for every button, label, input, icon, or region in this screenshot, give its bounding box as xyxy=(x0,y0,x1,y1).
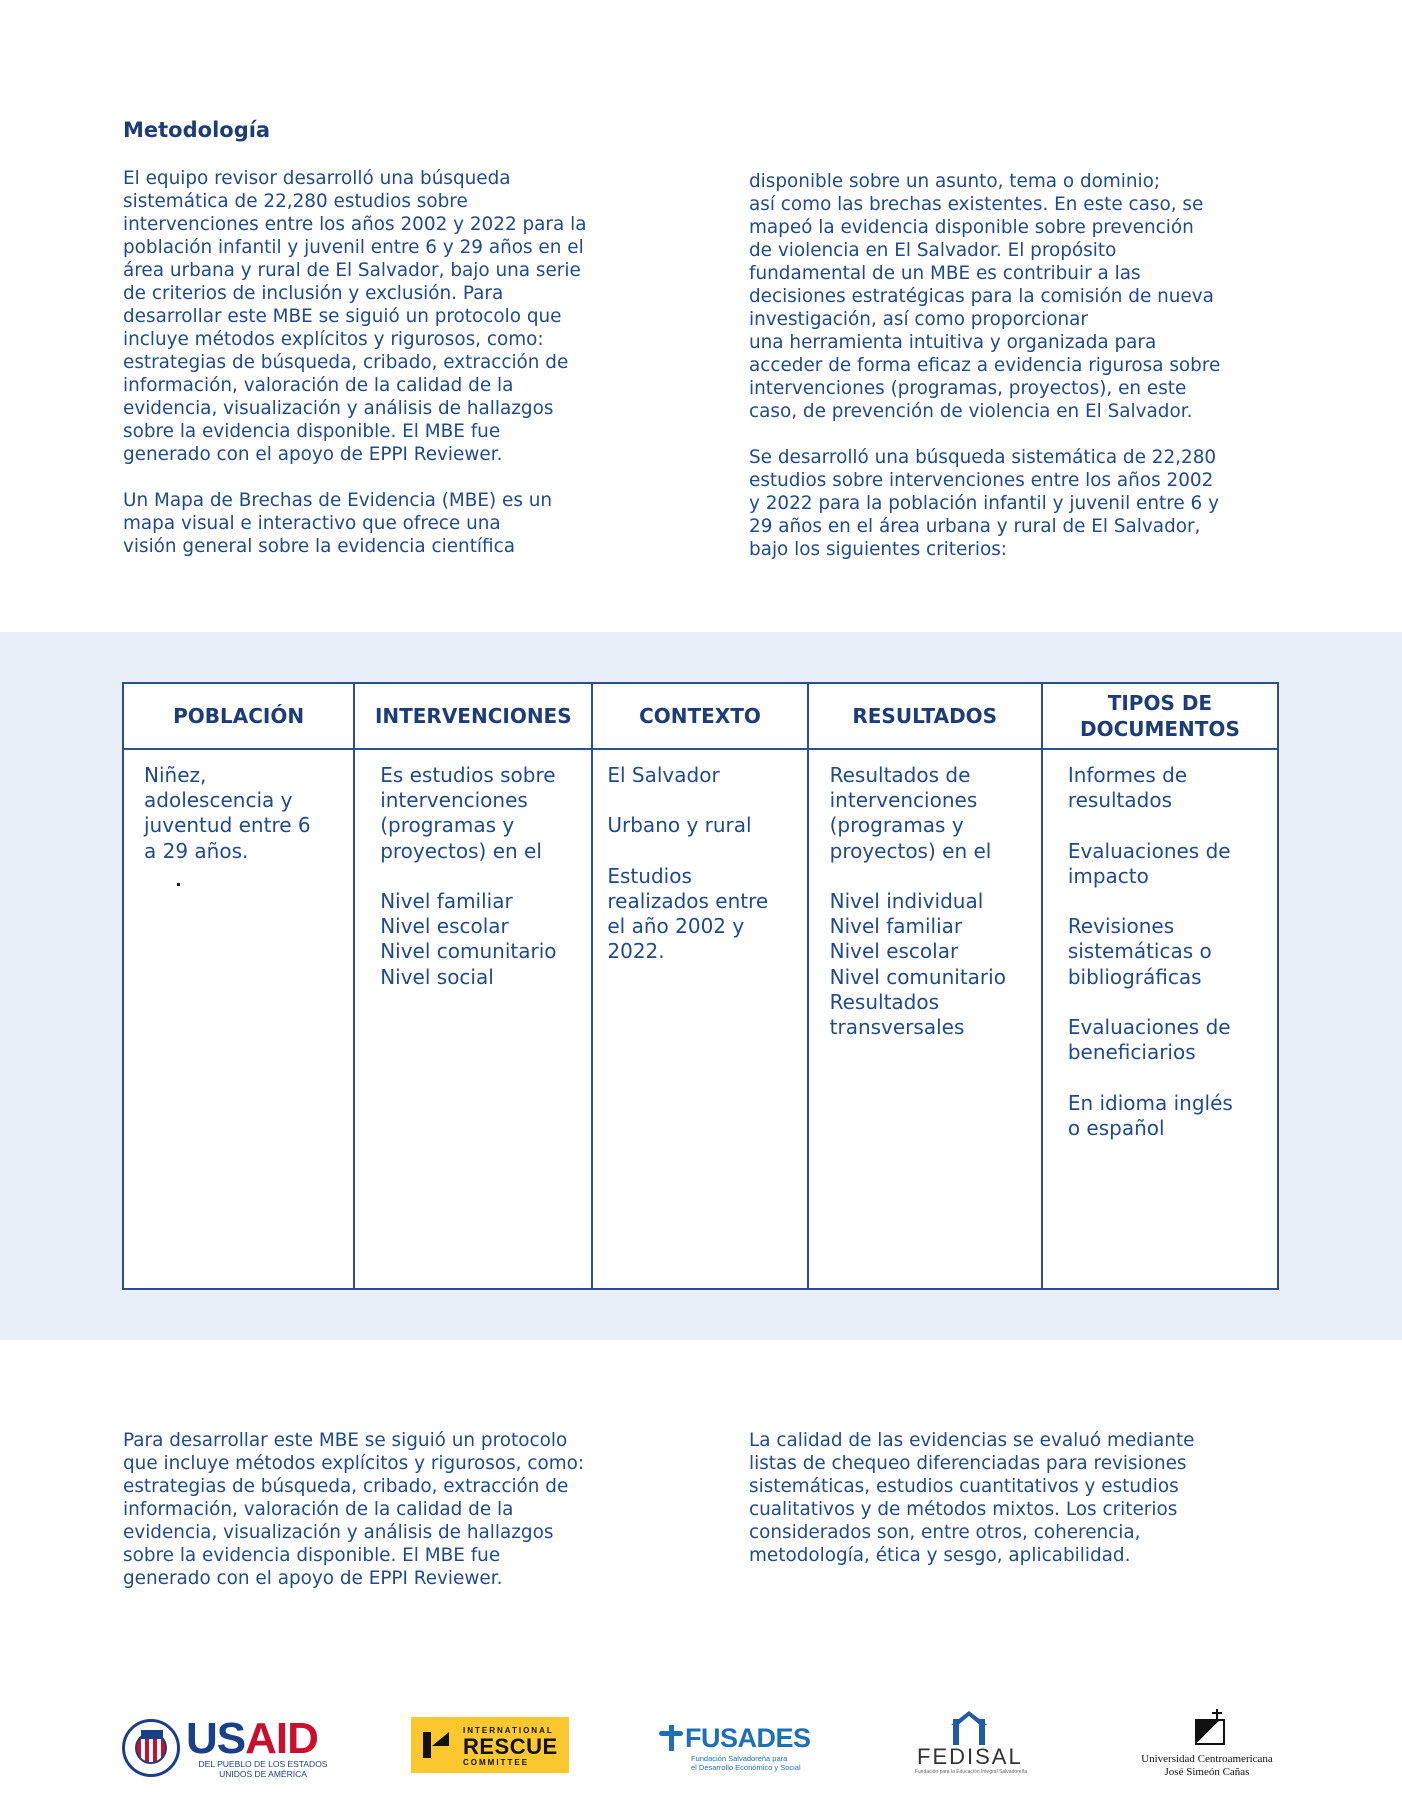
cell-line: adolescencia y xyxy=(144,788,293,813)
fusades-subtitle: Fundación Salvadoreña para el Desarrollo Económico y Social xyxy=(691,1754,801,1772)
cell-line: intervenciones xyxy=(380,788,528,813)
cell-line: Niñez, xyxy=(144,763,207,787)
cell-line: Revisiones xyxy=(1067,914,1175,939)
fusades-figure-icon xyxy=(659,1725,683,1751)
usaid-subtitle: DEL PUEBLO DE LOS ESTADOS UNIDOS DE AMÉRICA xyxy=(198,1759,328,1779)
cell-line: Evaluaciones de xyxy=(1067,1014,1231,1039)
closing-paragraph: Para desarrollar este MBE se siguió un protocolo que incluye métodos explícitos y rigurosos, como: estrategias de búsqueda, cribado, extracción de información, valoración de la calidad de la evidencia, visualización y análisis de hallazgos sobre la evidencia disponible. El MBE fue generado con el apoyo de EPPI Reviewer. xyxy=(123,1430,585,1589)
irc-line1: INTERNATIONAL xyxy=(463,1726,554,1735)
column-header: RESULTADOS xyxy=(809,684,1041,750)
criteria-table xyxy=(122,682,1279,1290)
cell-line: Nivel social xyxy=(380,964,494,989)
cell-line xyxy=(607,788,806,813)
cell-line xyxy=(380,864,591,889)
irc-line2: RESCUE xyxy=(463,1734,558,1759)
uca-logo xyxy=(1133,1709,1281,1785)
fedisal-logo xyxy=(901,1711,1041,1773)
cell-line: bibliográficas xyxy=(1067,964,1202,989)
cell-line xyxy=(1068,990,1277,1015)
cell-line: a 29 años. xyxy=(144,838,249,863)
cell-line xyxy=(830,864,1041,889)
cell-line: Nivel escolar xyxy=(380,914,509,939)
cell-line: Nivel comunitario xyxy=(380,939,557,964)
cell-line: Nivel familiar xyxy=(829,914,963,939)
cell-line: Nivel individual xyxy=(829,889,984,913)
irc-mark-icon xyxy=(423,1732,449,1758)
closing-right-column xyxy=(749,1429,1279,1567)
cell-line: Resultados de xyxy=(829,763,971,787)
partner-logos xyxy=(0,1705,1402,1785)
cell-line: transversales xyxy=(829,1015,965,1040)
column-cell xyxy=(124,750,353,864)
cell-line: Nivel familiar xyxy=(380,889,513,913)
uca-emblem-icon xyxy=(1189,1709,1229,1747)
intro-paragraph: disponible sobre un asunto, tema o dominio; así como las brechas existentes. En este caso, se mapeó la evidencia disponible sobre prevención de violencia en El Salvador. El propósito fundamental de un MBE es contribuir a las decisiones estratégicas para la comisión de nueva investigación, así como proporcionar una herramienta intuitiva y organizada para acceder de forma eficaz a evidencia rigurosa sobre intervenciones (programas, proyectos), en este caso, de prevención de violencia en El Salvador. xyxy=(749,171,1221,422)
cell-line: Nivel escolar xyxy=(829,939,959,964)
stray-dot xyxy=(177,883,180,886)
cell-line: Resultados xyxy=(829,989,940,1014)
column-header: POBLACIÓN xyxy=(124,684,353,750)
section-heading: Metodología xyxy=(123,118,271,142)
cell-line: (programas y xyxy=(380,813,515,838)
cell-line: juventud entre 6 xyxy=(144,813,311,838)
cell-line: Urbano y rural xyxy=(607,813,752,838)
cell-line: impacto xyxy=(1067,863,1149,888)
criteria-column-poblacion xyxy=(124,684,355,1288)
fusades-wordmark: FUSADES xyxy=(685,1723,811,1753)
column-header: INTERVENCIONES xyxy=(355,684,591,750)
column-header: TIPOS DE DOCUMENTOS xyxy=(1043,684,1277,750)
cell-line: beneficiarios xyxy=(1067,1040,1196,1065)
cell-line: Estudios xyxy=(607,863,692,888)
intro-paragraph: Se desarrolló una búsqueda sistemática de 22,280 estudios sobre intervenciones entre los años 2002 y 2022 para la población infantil y juvenil entre 6 y 29 años en el área urbana y rural de El Salvador, bajo los siguientes criterios: xyxy=(749,447,1219,560)
irc-line3: COMMITTEE xyxy=(463,1758,529,1767)
fedisal-mark-icon xyxy=(949,1711,989,1747)
cell-line: el año 2002 y xyxy=(607,914,745,939)
irc-logo xyxy=(411,1717,569,1773)
column-cell xyxy=(355,750,591,990)
column-cell xyxy=(1043,750,1277,1141)
cell-line: proyectos) en el xyxy=(380,838,542,863)
cell-line: Informes de xyxy=(1067,763,1188,787)
criteria-column-tipos-documentos xyxy=(1043,684,1277,1288)
cell-line xyxy=(1068,889,1277,914)
cell-line: realizados entre xyxy=(607,888,769,913)
cell-line: En idioma inglés xyxy=(1067,1090,1233,1115)
intro-left-column xyxy=(123,167,653,558)
closing-left-column xyxy=(123,1429,653,1590)
cell-line: 2022. xyxy=(607,939,665,964)
intro-right-column xyxy=(749,170,1279,561)
uca-name: Universidad Centroamericana José Simeón Cañas xyxy=(1141,1753,1273,1778)
column-header: CONTEXTO xyxy=(593,684,806,750)
cell-line xyxy=(1068,1065,1277,1090)
cell-line: (programas y xyxy=(829,813,964,838)
cell-line: intervenciones xyxy=(829,788,978,813)
intro-paragraph: Un Mapa de Brechas de Evidencia (MBE) es un mapa visual e interactivo que ofrece una visión general sobre la evidencia científica xyxy=(123,490,553,557)
cell-line xyxy=(607,839,806,864)
usaid-logo xyxy=(122,1714,332,1781)
fusades-logo xyxy=(657,1723,811,1775)
fedisal-subtitle: Fundación para la Educación Integral Salvadoreña xyxy=(914,1769,1028,1775)
cell-line: proyectos) en el xyxy=(829,838,992,863)
usaid-seal-icon xyxy=(122,1719,180,1777)
cell-line: El Salvador xyxy=(607,763,720,787)
column-cell xyxy=(809,750,1041,1040)
criteria-column-resultados xyxy=(809,684,1043,1288)
cell-line xyxy=(1068,813,1277,838)
intro-paragraph: El equipo revisor desarrolló una búsqueda sistemática de 22,280 estudios sobre intervenciones entre los años 2002 y 2022 para la población infantil y juvenil entre 6 y 29 años en el área urbana y rural de El Salvador, bajo una serie de criterios de inclusión y exclusión. Para desarrollar este MBE se siguió un protocolo que incluye métodos explícitos y rigurosos, como: estrategias de búsqueda, cribado, extracción de información, valoración de la calidad de la evidencia, visualización y análisis de hallazgos sobre la evidencia disponible. El MBE fue generado con el apoyo de EPPI Reviewer. xyxy=(123,168,587,465)
closing-paragraph: La calidad de las evidencias se evaluó mediante listas de chequeo diferenciadas para revisiones sistemáticas, estudios cuantitativos y estudios cualitativos y de métodos mixtos. Los criterios considerados son, entre otros, coherencia, metodología, ética y sesgo, aplicabilidad. xyxy=(749,1430,1195,1566)
cell-line: sistemáticas o xyxy=(1067,939,1212,964)
cell-line: Nivel comunitario xyxy=(829,964,1006,989)
column-cell xyxy=(593,750,806,965)
cell-line: Es estudios sobre xyxy=(380,763,556,787)
cell-line: resultados xyxy=(1067,788,1173,813)
criteria-column-contexto xyxy=(593,684,808,1288)
cell-line: Evaluaciones de xyxy=(1067,838,1231,863)
criteria-column-intervenciones xyxy=(355,684,593,1288)
usaid-wordmark: USAID xyxy=(186,1714,318,1763)
fedisal-wordmark: FEDISAL xyxy=(917,1744,1023,1769)
cell-line: o español xyxy=(1067,1115,1165,1140)
